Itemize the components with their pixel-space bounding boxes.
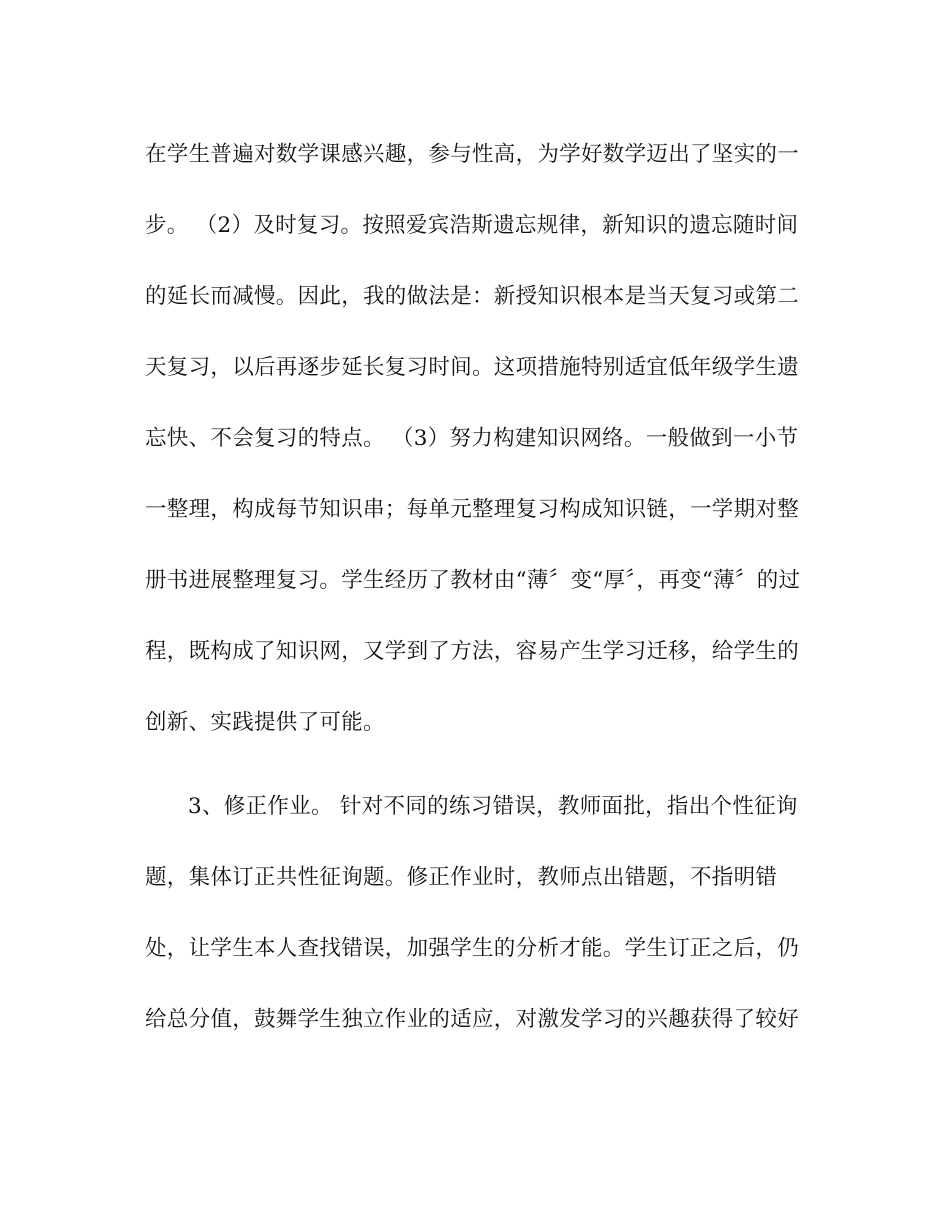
text-line: 忘快、不会复习的特点。 （3）努力构建知识网络。一般做到一小节	[145, 426, 799, 451]
text-line: 处，让学生本人查找错误，加强学生的分析才能。学生订正之后，仍	[145, 936, 800, 961]
text-line: 册书进展整理复习。学生经历了教材由“薄〞变“厚〞，再变“薄〞的过	[145, 568, 801, 593]
text-line: 一整理，构成每节知识串；每单元整理复习构成知识链，一学期对整	[145, 497, 800, 522]
text-line: 3、修正作业。 针对不同的练习错误，教师面批，指出个性征询	[188, 794, 798, 819]
text-line: 给总分值，鼓舞学生独立作业的适应，对激发学习的兴趣获得了较好	[145, 1007, 800, 1032]
text-line: 的延长而减慢。因此，我的做法是：新授知识根本是当天复习或第二	[145, 284, 800, 309]
text-line: 步。 （2）及时复习。按照爱宾浩斯遗忘规律，新知识的遗忘随时间	[145, 213, 799, 238]
text-line: 在学生普遍对数学课感兴趣，参与性高，为学好数学迈出了坚实的一	[145, 142, 800, 167]
text-line: 题，集体订正共性征询题。修正作业时，教师点出错题，不指明错	[145, 865, 778, 890]
text-line: 创新、实践提供了可能。	[145, 710, 385, 735]
text-line: 天复习，以后再逐步延长复习时间。这项措施特别适宜低年级学生遗	[145, 355, 800, 380]
text-line: 程，既构成了知识网，又学到了方法，容易产生学习迁移，给学生的	[145, 639, 800, 664]
